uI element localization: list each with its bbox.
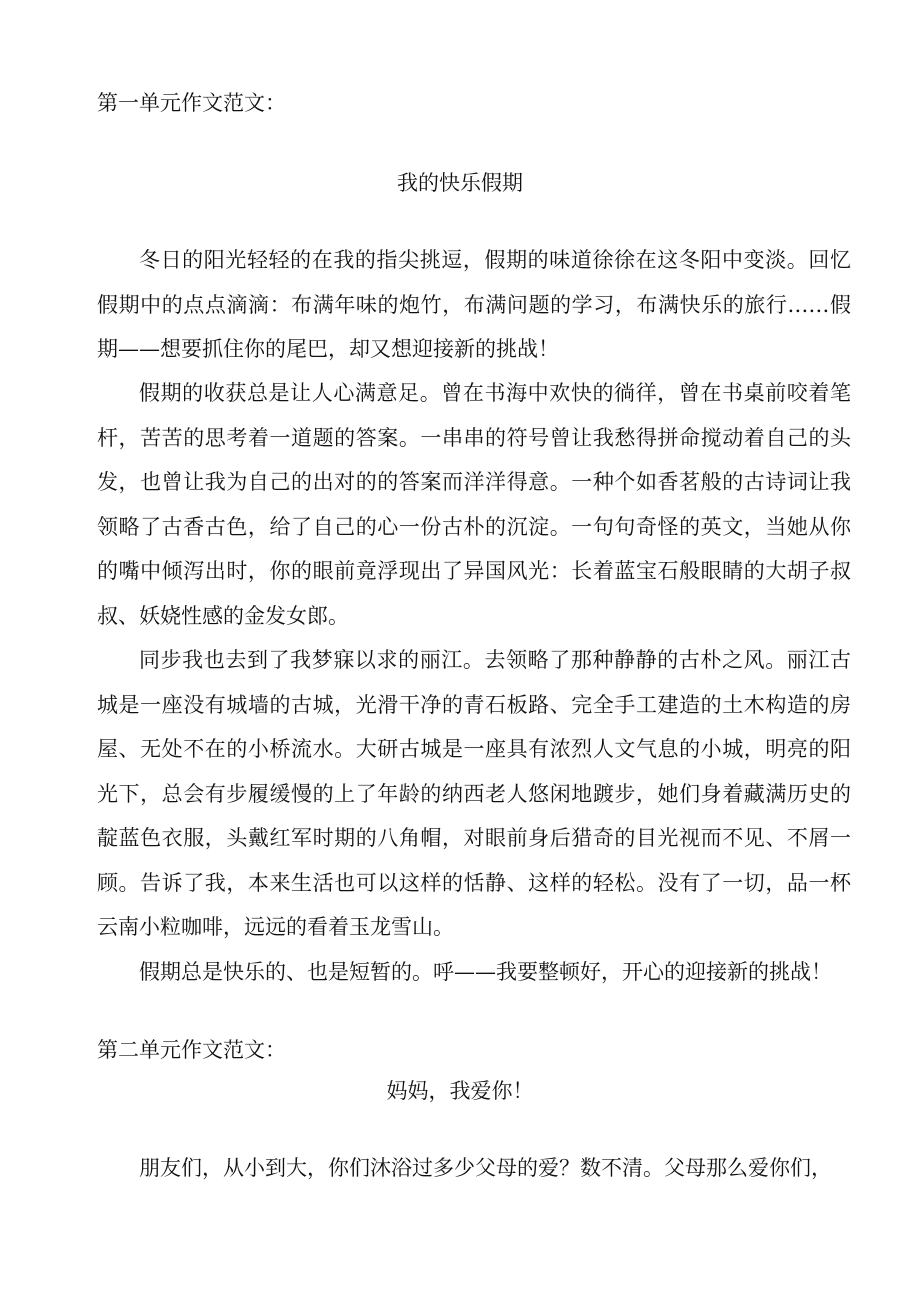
text-line: 屋、无处不在的小桥流水。大研古城是一座具有浓烈人文气息的小城，明亮的阳 (97, 737, 851, 761)
text-line: 同步我也去到了我梦寐以求的丽江。去领略了那种静静的古朴之风。丽江古 (139, 648, 851, 672)
unit1-paragraph-1 (97, 238, 851, 372)
text-line: 冬日的阳光轻轻的在我的指尖挑逗，假期的味道徐徐在这冬阳中变淡。回忆 (139, 248, 851, 272)
text-line: 的嘴中倾泻出时，你的眼前竟浮现出了异国风光：长着蓝宝石般眼睛的大胡子叔 (97, 559, 851, 583)
text-line: 发，也曾让我为自己的出对的的答案而洋洋得意。一种个如香茗般的古诗词让我 (97, 470, 851, 494)
unit1-paragraph-4 (97, 950, 851, 995)
unit1-paragraph-2 (97, 371, 851, 638)
text-line: 杆，苦苦的思考着一道题的答案。一串串的符号曾让我愁得拼命搅动着自己的头 (97, 425, 851, 450)
text-line: 假期中的点点滴滴：布满年味的炮竹，布满问题的学习，布满快乐的旅行……假 (97, 292, 851, 317)
text-line: 顾。告诉了我，本来生活也可以这样的恬静、这样的轻松。没有了一切，品一杯 (97, 870, 851, 895)
text-line: 假期总是快乐的、也是短暂的。呼——我要整顿好，开心的迎接新的挑战！ (139, 960, 832, 984)
unit1-heading: 第一单元作文范文： (97, 91, 286, 115)
text-line: 领略了古香古色，给了自己的心一份古朴的沉淀。一句句奇怪的英文，当她从你 (97, 514, 851, 539)
text-line: 靛蓝色衣服，头戴红军时期的八角帽，对眼前身后猎奇的目光视而不见、不屑一 (97, 826, 851, 850)
text-line: 光下，总会有步履缓慢的上了年龄的纳西老人悠闲地踱步，她们身着藏满历史的 (97, 781, 851, 806)
unit1-essay-title: 我的快乐假期 (397, 171, 523, 195)
unit2-heading: 第二单元作文范文： (97, 1038, 286, 1062)
text-line: 城是一座没有城墙的古城，光滑干净的青石板路、完全手工建造的土木构造的房 (97, 692, 851, 717)
text-line: 期——想要抓住你的尾巴，却又想迎接新的挑战！ (97, 337, 559, 361)
unit2-essay-title: 妈妈，我爱你！ (386, 1079, 534, 1103)
unit2-paragraph-1 (97, 1146, 851, 1191)
text-line: 叔、妖娆性感的金发女郎。 (97, 603, 349, 628)
text-line: 云南小粒咖啡，远远的看着玉龙雪山。 (97, 915, 454, 939)
text-line: 朋友们，从小到大，你们沐浴过多少父母的爱？数不清。父母那么爱你们， (139, 1156, 832, 1180)
unit1-paragraph-3 (97, 638, 851, 950)
text-line: 假期的收获总是让人心满意足。曾在书海中欢快的徜徉，曾在书桌前咬着笔 (139, 381, 851, 405)
